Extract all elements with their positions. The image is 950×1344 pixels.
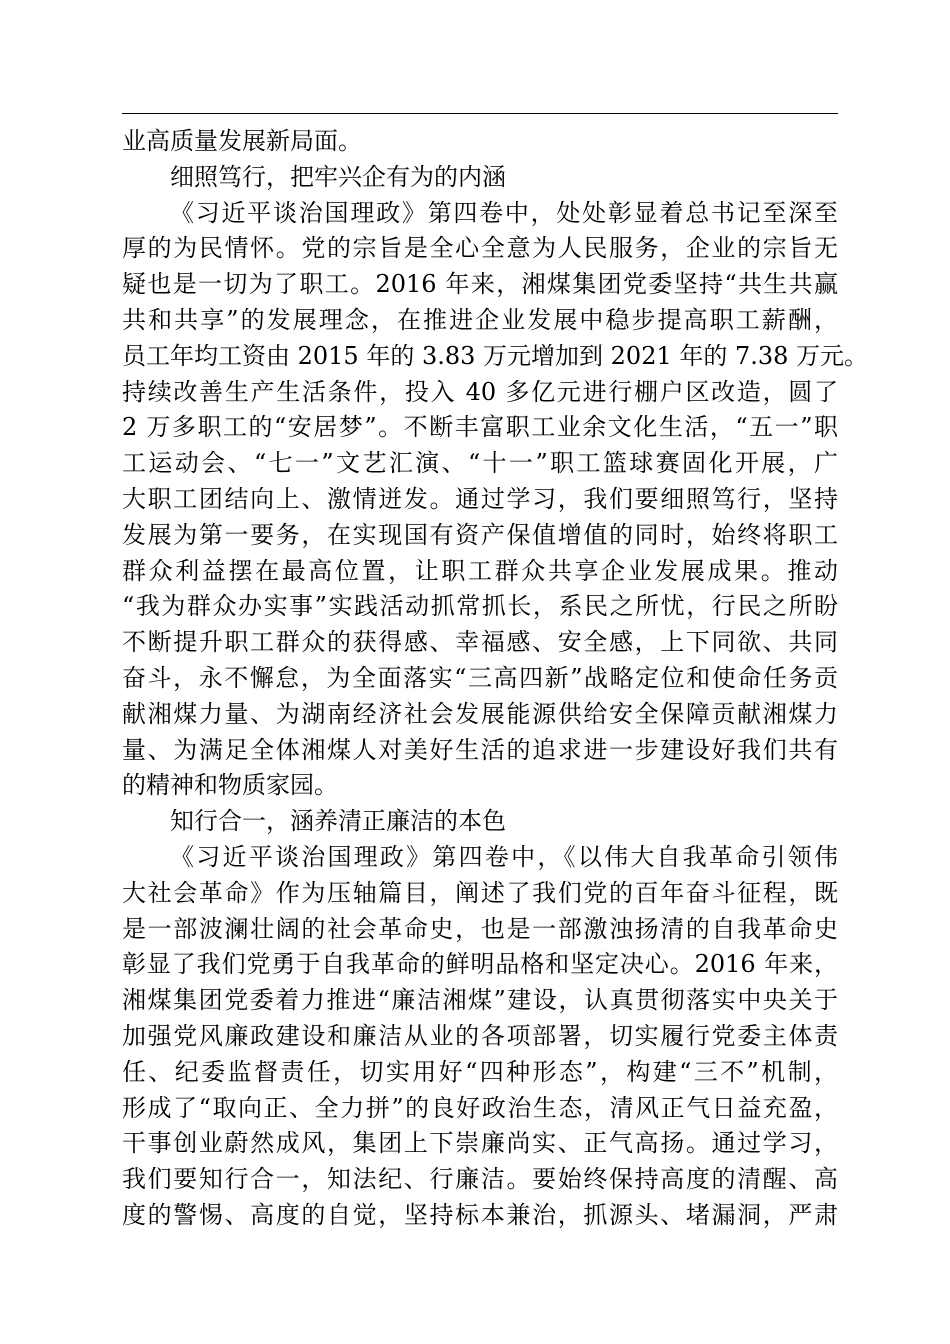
paragraph-line: 员工年均工资由 2015 年的 3.83 万元增加到 2021 年的 7.38 万元。 — [122, 341, 869, 370]
paragraph-line: 《习近平谈治国理政》第四卷中，《以伟大自我革命引领伟 — [170, 842, 838, 871]
paragraph-line: 共和共享”的发展理念，在推进企业发展中稳步提高职工薪酬， — [122, 305, 838, 334]
section-heading-2: 知行合一，涵养清正廉洁的本色 — [170, 807, 506, 836]
paragraph-line: 量、为满足全体湘煤人对美好生活的追求进一步建设好我们共有 — [122, 735, 838, 764]
paragraph-line: 加强党风廉政建设和廉洁从业的各项部署，切实履行党委主体责 — [122, 1021, 838, 1050]
paragraph-line: 持续改善生产生活条件，投入 40 多亿元进行棚户区改造，圆了 — [122, 377, 838, 406]
paragraph-line: 大职工团结向上、激情迸发。通过学习，我们要细照笃行，坚持 — [122, 484, 838, 513]
paragraph-line: 干事创业蔚然成风，集团上下崇廉尚实、正气高扬。通过学习， — [122, 1129, 838, 1158]
paragraph-line: 发展为第一要务，在实现国有资产保值增值的同时，始终将职工 — [122, 520, 838, 549]
paragraph-line: 度的警惕、高度的自觉，坚持标本兼治，抓源头、堵漏洞，严肃 — [122, 1200, 838, 1229]
paragraph-line: 是一部波澜壮阔的社会革命史，也是一部激浊扬清的自我革命史 — [122, 914, 838, 943]
paragraph-line: 疑也是一切为了职工。2016 年来，湘煤集团党委坚持“共生共赢 — [122, 270, 838, 299]
paragraph-line: 2 万多职工的“安居梦”。不断丰富职工业余文化生活，“五一”职 — [122, 413, 838, 442]
paragraph-line: 大社会革命》作为压轴篇目，阐述了我们党的百年奋斗征程，既 — [122, 878, 838, 907]
paragraph-line: 彰显了我们党勇于自我革命的鲜明品格和坚定决心。2016 年来， — [122, 950, 838, 979]
paragraph-line: 《习近平谈治国理政》第四卷中，处处彰显着总书记至深至 — [170, 198, 838, 227]
paragraph-line: 任、纪委监督责任，切实用好“四种形态”，构建“三不”机制， — [122, 1057, 838, 1086]
paragraph-line: 群众利益摆在最高位置，让职工群众共享企业发展成果。推动 — [122, 556, 838, 585]
paragraph-line: “我为群众办实事”实践活动抓常抓长，系民之所忧，行民之所盼 — [122, 592, 838, 621]
paragraph-line: 工运动会、“七一”文艺汇演、“十一”职工篮球赛固化开展，广 — [122, 449, 838, 478]
section-heading-1: 细照笃行，把牢兴企有为的内涵 — [170, 162, 506, 191]
paragraph-line: 献湘煤力量、为湖南经济社会发展能源供给安全保障贡献湘煤力 — [122, 699, 838, 728]
paragraph-line: 厚的为民情怀。党的宗旨是全心全意为人民服务，企业的宗旨无 — [122, 234, 838, 263]
paragraph-line: 湘煤集团党委着力推进“廉洁湘煤”建设，认真贯彻落实中央关于 — [122, 986, 838, 1015]
paragraph-line: 奋斗，永不懈怠，为全面落实“三高四新”战略定位和使命任务贡 — [122, 663, 838, 692]
paragraph-line: 形成了“取向正、全力拼”的良好政治生态，清风正气日益充盈， — [122, 1093, 838, 1122]
paragraph-line: 的精神和物质家园。 — [122, 771, 338, 800]
body-text — [122, 124, 869, 1234]
paragraph-line: 不断提升职工群众的获得感、幸福感、安全感，上下同欲、共同 — [122, 628, 838, 657]
header-rule — [122, 113, 838, 114]
paragraph-line: 业高质量发展新局面。 — [122, 127, 362, 155]
paragraph-line: 我们要知行合一，知法纪、行廉洁。要始终保持高度的清醒、高 — [122, 1165, 838, 1194]
